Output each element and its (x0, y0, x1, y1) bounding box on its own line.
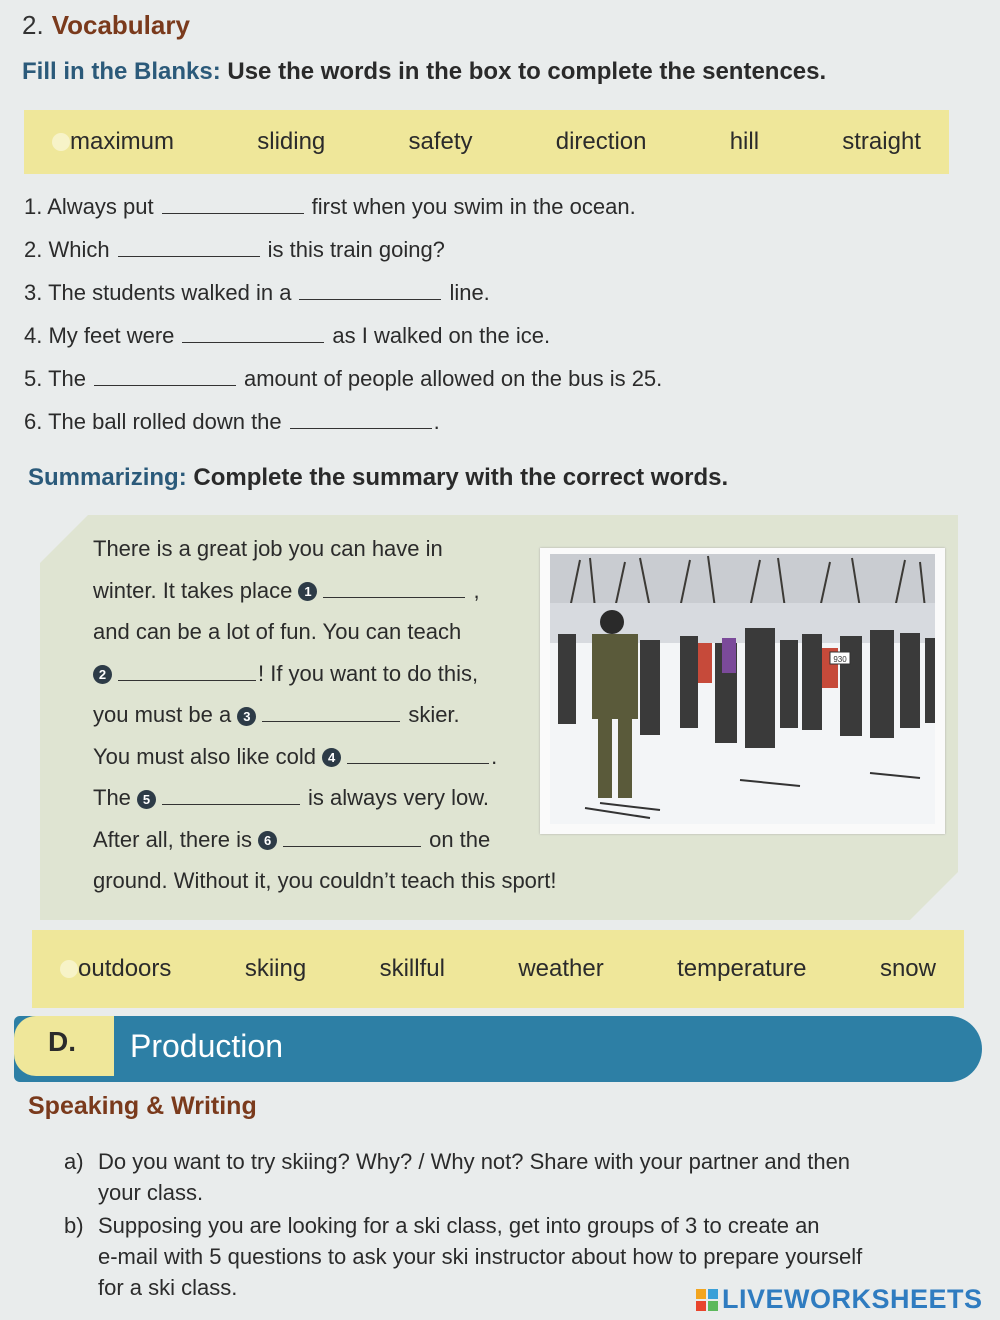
summarizing-heading-lead: Summarizing: (28, 464, 187, 491)
sentence-text: first when you swim in the ocean. (311, 194, 636, 219)
task-a (64, 1146, 958, 1208)
summary-line: ground. Without it, you couldn’t teach this sport! (93, 868, 557, 893)
sentence-text: amount of people allowed on the bus is 25. (243, 366, 663, 391)
skiers-photo (540, 548, 945, 834)
summary-text-part: is always very low. (308, 785, 489, 810)
word-option[interactable]: direction (555, 128, 647, 155)
fill-blanks-heading-rest: Use the words in the box to complete the sentences. (227, 58, 827, 85)
sentence-text: as I walked on the ice. (332, 323, 551, 348)
summary-line: and can be a lot of fun. You can teach (93, 619, 462, 644)
fill-blanks-list (24, 192, 784, 450)
word-option[interactable]: maximum (70, 128, 175, 155)
section-title (22, 10, 190, 41)
corner-decoration (40, 515, 88, 563)
answer-blank-6[interactable] (290, 408, 432, 429)
summary-line (93, 570, 553, 612)
number-3-icon: 3 (237, 707, 256, 726)
word-option[interactable]: skillful (379, 955, 445, 982)
word-option[interactable]: snow (879, 955, 936, 982)
answer-blank-5[interactable] (94, 365, 236, 386)
word-option[interactable]: safety (408, 128, 473, 155)
answer-blank-2[interactable] (118, 236, 260, 257)
summary-text-part: , (473, 577, 480, 603)
summary-text (93, 528, 557, 902)
sentence-text: 6. The ball rolled down the (24, 409, 282, 434)
summary-text-part: The (93, 785, 131, 810)
sentence-row (24, 235, 784, 278)
summary-blank-6[interactable] (283, 826, 421, 847)
summary-text-part: on the (429, 826, 491, 852)
summary-blank-5[interactable] (162, 784, 300, 805)
summary-line (93, 819, 553, 861)
sentence-text: 4. My feet were (24, 323, 175, 348)
word-option[interactable]: weather (518, 955, 604, 982)
task-line: your class. (98, 1180, 204, 1205)
sentence-row (24, 321, 784, 364)
task-label: a) (64, 1149, 84, 1174)
number-4-icon: 4 (322, 748, 341, 767)
task-line: for a ski class. (98, 1275, 238, 1300)
bib-number: 930 (833, 655, 847, 664)
liveworksheets-watermark (696, 1284, 983, 1315)
summary-blank-2[interactable] (118, 660, 256, 681)
bullet-icon (52, 133, 70, 151)
sentence-row (24, 278, 784, 321)
section-letter: D. (48, 1026, 76, 1057)
task-line: Do you want to try skiing? Why? / Why not? Share with your partner and then (98, 1149, 851, 1174)
task-line: Supposing you are looking for a ski class, get into groups of 3 to create an (98, 1213, 820, 1238)
sentence-text: . (433, 409, 440, 434)
summary-blank-4[interactable] (347, 743, 489, 764)
word-option[interactable]: temperature (677, 955, 807, 982)
liveworksheets-logo-icon (696, 1289, 718, 1311)
watermark-text: LIVEWORKSHEETS (722, 1284, 983, 1314)
answer-blank-3[interactable] (299, 279, 441, 300)
sentence-row (24, 407, 784, 450)
summary-blank-3[interactable] (262, 701, 400, 722)
speaking-writing-heading: Speaking & Writing (28, 1092, 257, 1120)
number-5-icon: 5 (137, 790, 156, 809)
word-option[interactable]: sliding (257, 128, 326, 155)
bullet-icon (60, 960, 78, 978)
summary-text-part: ! If you want to do this, (258, 660, 479, 686)
sentence-text: 5. The (24, 366, 86, 391)
summarizing-heading-rest: Complete the summary with the correct words. (193, 464, 729, 491)
summary-line (93, 694, 553, 736)
summary-text-part: You must also like cold (93, 743, 316, 769)
word-option[interactable]: straight (842, 128, 921, 155)
word-option[interactable]: outdoors (78, 955, 172, 982)
summary-text-part: . (491, 743, 498, 769)
summary-text-part: After all, there is (93, 826, 252, 852)
sentence-row (24, 192, 784, 235)
answer-blank-1[interactable] (162, 193, 304, 214)
number-1-icon: 1 (298, 582, 317, 601)
word-box-vocabulary (24, 110, 949, 174)
summary-line (93, 777, 553, 819)
number-6-icon: 6 (258, 831, 277, 850)
summary-text-part: you must be a (93, 702, 232, 727)
word-option[interactable]: skiing (244, 955, 307, 982)
corner-decoration (910, 872, 958, 920)
fill-blanks-heading-lead: Fill in the Blanks: (22, 58, 221, 85)
sentence-text: line. (449, 280, 490, 305)
word-option[interactable]: hill (729, 128, 760, 155)
summary-line: There is a great job you can have in (93, 536, 443, 561)
sentence-row (24, 364, 784, 407)
production-title: Production (130, 1028, 283, 1064)
sentence-text: 2. Which (24, 237, 110, 262)
sentence-text: is this train going? (267, 237, 445, 262)
summary-line (93, 736, 553, 778)
summary-line (93, 653, 553, 695)
sentence-text: 1. Always put (24, 194, 154, 219)
answer-blank-4[interactable] (182, 322, 324, 343)
summarizing-heading (28, 464, 728, 492)
summary-text-part: skier. (408, 702, 460, 727)
summary-blank-1[interactable] (323, 577, 465, 598)
task-line: e-mail with 5 questions to ask your ski instructor about how to prepare yourself (98, 1244, 863, 1269)
task-label: b) (64, 1213, 84, 1238)
number-2-icon: 2 (93, 665, 112, 684)
photo-frame (540, 548, 945, 834)
summary-text-part: winter. It takes place (93, 577, 293, 603)
section-title-text: Vocabulary (51, 10, 190, 40)
word-box-summary (32, 930, 964, 1008)
section-number: 2. (22, 10, 44, 40)
fill-blanks-heading (22, 58, 826, 86)
sentence-text: 3. The students walked in a (24, 280, 292, 305)
